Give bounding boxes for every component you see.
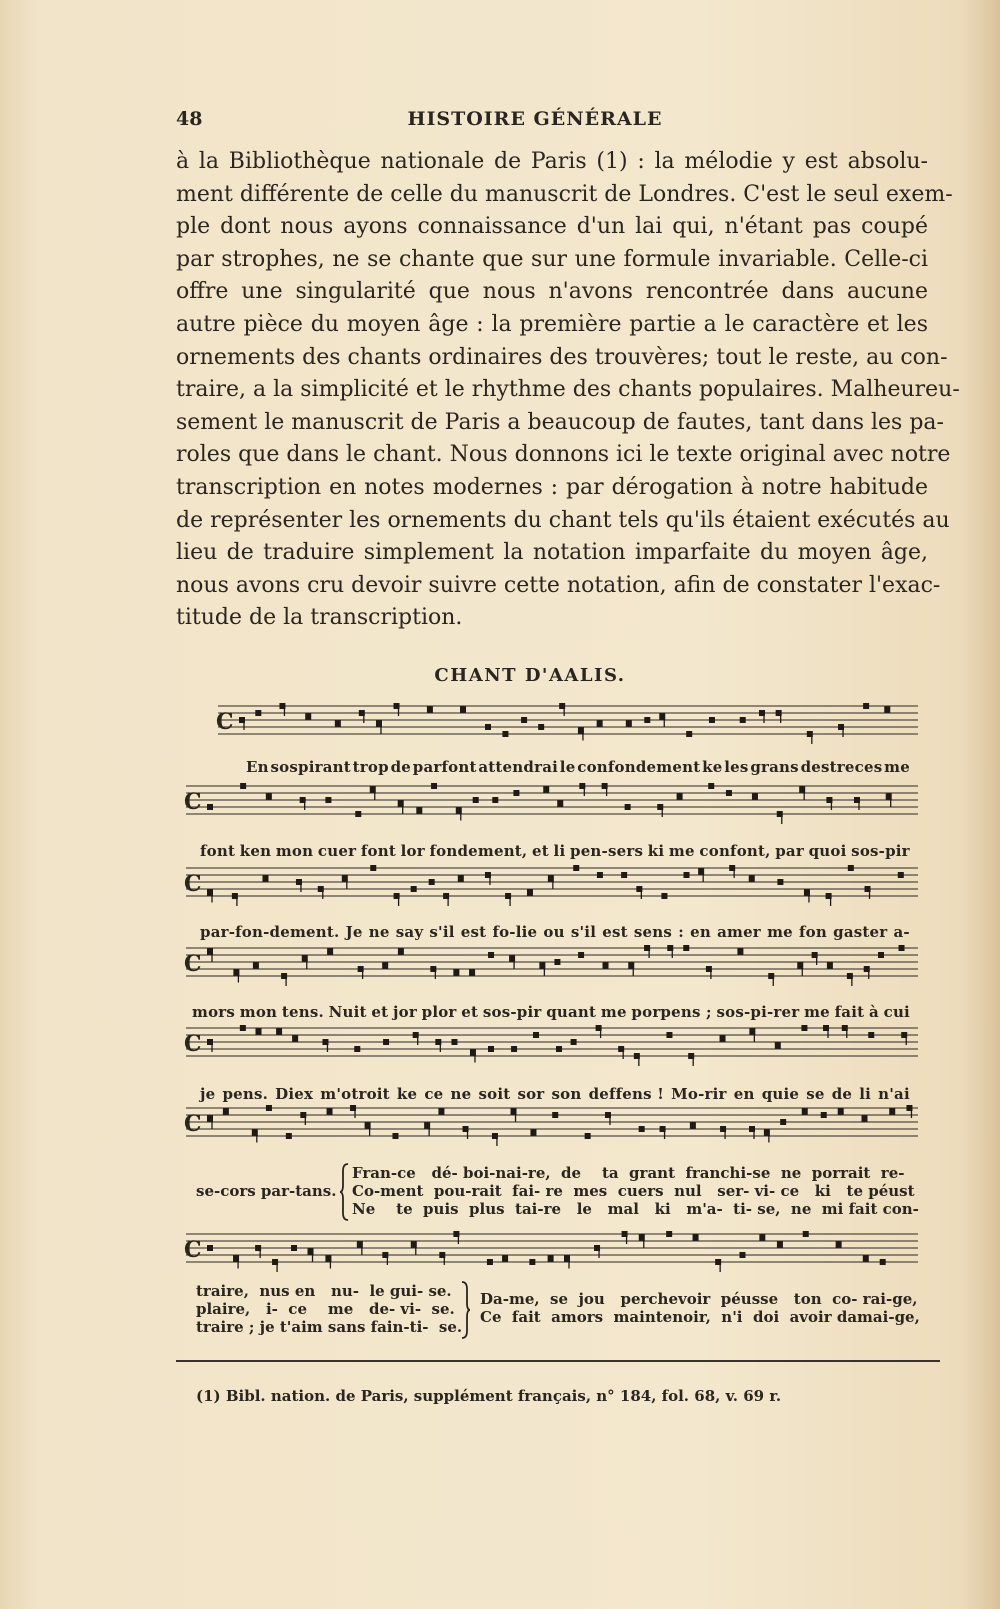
lyric-syllable: s'il (570, 923, 597, 941)
note-mark (370, 865, 376, 871)
text-line: traire, a la simplicité et le rhythme des chants populaires. Malheureu- (176, 377, 960, 403)
note-mark (684, 872, 690, 878)
note-mark (286, 1133, 292, 1139)
lyric-syllable: sos-pir (851, 842, 910, 860)
lyric-syllable: cuer (317, 842, 357, 860)
lyric-syllable: quant (546, 1003, 597, 1021)
text-line: titude de la transcription. (176, 605, 463, 631)
running-title: HISTOIRE GÉNÉRALE (407, 108, 663, 130)
note-mark (863, 703, 869, 709)
lyric-syllable: li (553, 842, 566, 860)
note-mark (488, 1046, 494, 1052)
lyric-syllable: mors (192, 1003, 236, 1021)
note-mark (597, 721, 603, 727)
note-mark (460, 707, 466, 713)
clef-icon: C (184, 1237, 202, 1263)
note-mark (898, 872, 904, 878)
note-mark (451, 1039, 457, 1045)
text-line: ornements des chants ordinaires des trouvères; tout le reste, au con- (176, 344, 948, 370)
clef-icon: C (184, 789, 202, 815)
lyric-syllable: par-fon-dement. (200, 923, 340, 941)
lyric-syllable: fondement, (429, 842, 528, 860)
note-mark (488, 952, 494, 958)
text-line: offre une singularité que nous n'avons rencontrée dans aucune (176, 279, 928, 305)
lyric-syllable: se (806, 1085, 825, 1103)
note-mark (529, 1259, 535, 1265)
note-mark (354, 1046, 360, 1052)
verse-line: traire ; je t'aim sans fain-ti- se. (196, 1318, 463, 1336)
verse-line: Ne te puis plus tai-re le mal ki m'a- ti- se, ne mi fait con- (352, 1200, 919, 1218)
note-mark (438, 1109, 444, 1115)
music-staff (0, 780, 1000, 820)
note-mark (473, 797, 479, 803)
text-line: sement le manuscrit de Paris a beaucoup de fautes, tant dans les pa- (176, 409, 944, 435)
note-mark (603, 963, 609, 969)
note-mark (683, 945, 689, 951)
lyric-syllable: est (602, 923, 628, 941)
lyric-syllable: say (395, 923, 424, 941)
clef-icon: C (184, 951, 202, 977)
note-mark (740, 717, 746, 723)
lyric-syllable: ken (239, 842, 272, 860)
lyric-syllable: n'ai (878, 1085, 910, 1103)
lyric-syllable: et (461, 1003, 479, 1021)
lyric-syllable: les (724, 758, 749, 776)
note-mark (690, 1123, 696, 1129)
text-line: ple dont nous ayons connaissance d'un lai qui, n'étant pas coupé (176, 214, 928, 240)
note-mark (677, 794, 683, 800)
brace-mark (460, 1281, 470, 1339)
lyric-syllable: ki (647, 842, 665, 860)
note-mark (780, 1119, 786, 1125)
lyric-syllable: m'otroit (320, 1085, 390, 1103)
footnote-rule (176, 1360, 940, 1362)
lyric-syllable: sens (633, 923, 673, 941)
note-mark (737, 949, 743, 955)
note-mark (255, 710, 261, 716)
lyric-syllable: porpens ; (631, 1003, 712, 1021)
note-mark (383, 1039, 389, 1045)
note-mark (431, 783, 437, 789)
chant-title: CHANT D'AALIS. (434, 665, 626, 686)
note-mark (355, 811, 361, 817)
note-mark (709, 717, 715, 723)
note-mark (749, 876, 755, 882)
lyric-syllable: fait (834, 1003, 865, 1021)
note-mark (644, 717, 650, 723)
text-line: de représenter les ornements du chant tels qu'ils étaient exécutés au (176, 507, 950, 533)
lyric-syllable: me (767, 923, 793, 941)
lyric-syllable: le (559, 758, 576, 776)
lyric-line (192, 1003, 910, 1021)
note-mark (821, 1112, 827, 1118)
note-mark (752, 794, 758, 800)
lyric-syllable: Mo-rir (671, 1085, 727, 1103)
note-mark (266, 794, 272, 800)
note-mark (836, 1242, 842, 1248)
lyric-syllable: de (831, 1085, 853, 1103)
note-mark (827, 963, 833, 969)
lyric-syllable: de (390, 758, 411, 776)
clef-icon: C (216, 709, 234, 735)
note-mark (207, 1245, 213, 1251)
lyric-syllable: sos-pir (482, 1003, 542, 1021)
note-mark (543, 787, 549, 793)
lyric-line (200, 842, 910, 860)
note-mark (469, 970, 475, 976)
text-line: autre pièce du moyen âge : la première partie a le caractère et les (176, 311, 928, 337)
lyric-syllable: gaster (833, 923, 888, 941)
lyric-syllable: font (360, 842, 396, 860)
lyric-syllable: est (460, 923, 487, 941)
note-mark (726, 790, 732, 796)
lyric-syllable: mon (239, 1003, 278, 1021)
note-mark (530, 1130, 536, 1136)
clef-icon: C (184, 1111, 202, 1137)
lyric-syllable: tens. (281, 1003, 324, 1021)
lyric-syllable: me (804, 1003, 830, 1021)
note-mark (621, 872, 627, 878)
note-mark (429, 879, 435, 885)
lyric-syllable: plor (421, 1003, 457, 1021)
lyric-syllable: a- (893, 923, 910, 941)
lyric-syllable: jor (392, 1003, 417, 1021)
page-number: 48 (176, 108, 203, 130)
lyric-syllable: fo-lie (492, 923, 538, 941)
lyric-syllable: trop (352, 758, 389, 776)
lyric-syllable: quie (761, 1085, 800, 1103)
note-mark (708, 783, 714, 789)
verse-brace (340, 1163, 350, 1225)
note-mark (775, 1043, 781, 1049)
text-line: ment différente de celle du manuscrit de Londres. C'est le seul exem- (176, 181, 953, 207)
note-mark (639, 1126, 645, 1132)
note-mark (880, 1259, 886, 1265)
note-mark (411, 886, 417, 892)
note-mark (889, 1109, 895, 1115)
lyric-syllable: ke (702, 758, 723, 776)
lyric-syllable: Je (345, 923, 363, 941)
lyric-syllable: en (690, 923, 711, 941)
note-mark (291, 1245, 297, 1251)
note-mark (554, 959, 560, 965)
lyric-syllable: Nuit (328, 1003, 367, 1021)
lyric-syllable: cui (883, 1003, 910, 1021)
note-mark (255, 1029, 261, 1035)
lyric-syllable: je (200, 1085, 216, 1103)
lyric-syllable: confondement (577, 758, 701, 776)
note-mark (207, 804, 213, 810)
lyric-syllable: sor (517, 1085, 545, 1103)
lyric-syllable: quoi (808, 842, 847, 860)
note-mark (868, 1032, 874, 1038)
lyric-syllable: pens. (222, 1085, 269, 1103)
note-mark (720, 1036, 726, 1042)
verse-line: Ce fait amors maintenoir, n'i doi avoir damai-ge, (480, 1308, 920, 1326)
lyric-syllable: ne (450, 1085, 472, 1103)
note-mark (573, 865, 579, 871)
note-mark (502, 1256, 508, 1262)
lyric-syllable: ke (396, 1085, 418, 1103)
text-line: roles que dans le chant. Nous donnons ici le texte original avec notre (176, 442, 951, 468)
verse-line: Da-me, se jou perchevoir péusse ton co- rai-ge, (480, 1290, 918, 1308)
brace-mark (340, 1163, 350, 1221)
verse-line: plaire, i- ce me de- vi- se. (196, 1300, 455, 1318)
note-mark (878, 952, 884, 958)
note-mark (485, 724, 491, 730)
note-mark (502, 731, 508, 737)
note-mark (597, 872, 603, 878)
note-mark (801, 1025, 807, 1031)
note-mark (327, 949, 333, 955)
lyric-syllable: grans (750, 758, 799, 776)
lyric-syllable: me (600, 1003, 627, 1021)
note-mark (661, 893, 667, 899)
note-mark (556, 1046, 562, 1052)
note-mark (557, 801, 563, 807)
lyric-syllable: mon (275, 842, 314, 860)
note-mark (861, 1116, 867, 1122)
lyric-syllable: attendrai (478, 758, 559, 776)
lyric-syllable: soit (478, 1085, 511, 1103)
note-mark (487, 1259, 493, 1265)
lyric-syllable: font (200, 842, 236, 860)
lyric-syllable: pen-sers (570, 842, 644, 860)
note-mark (327, 1109, 333, 1115)
lyric-syllable: ou (543, 923, 565, 941)
music-staff (0, 1102, 1000, 1142)
lyric-line (200, 1085, 910, 1103)
music-staff (0, 942, 1000, 982)
note-mark (578, 952, 584, 958)
lyric-syllable: : (678, 923, 684, 941)
note-mark (538, 724, 544, 730)
lyric-syllable: amer (717, 923, 761, 941)
lyric-syllable: Diex (275, 1085, 314, 1103)
lyric-syllable: s'il (429, 923, 455, 941)
note-mark (552, 1112, 558, 1118)
text-line: lieu de traduire simplement la notation imparfaite du moyen âge, (176, 540, 928, 566)
lyric-syllable: me (884, 758, 910, 776)
note-mark (240, 783, 246, 789)
note-mark (398, 949, 404, 955)
note-mark (253, 963, 259, 969)
note-mark (625, 804, 631, 810)
lyric-syllable: par (775, 842, 804, 860)
note-mark (626, 721, 632, 727)
text-line: transcription en notes modernes : par dérogation à notre habitude (176, 474, 928, 500)
verse-line: traire, nus en nu- le gui- se. (196, 1282, 452, 1300)
lyric-line (246, 758, 910, 776)
note-mark (511, 1046, 517, 1052)
music-staff (0, 862, 1000, 902)
lyric-syllable: son (551, 1085, 582, 1103)
note-mark (848, 865, 854, 871)
body-text (176, 146, 960, 635)
note-mark (803, 1231, 809, 1237)
lyric-syllable: destreces (800, 758, 883, 776)
clef-icon: C (184, 1031, 202, 1057)
note-mark (777, 879, 783, 885)
lyric-syllable: sospirant (270, 758, 351, 776)
footnote: (1) Bibl. nation. de Paris, supplément français, n° 184, fol. 68, v. 69 r. (196, 1387, 782, 1405)
note-mark (899, 945, 905, 951)
note-mark (392, 1133, 398, 1139)
lyric-syllable: me (668, 842, 695, 860)
note-mark (548, 1256, 554, 1262)
note-mark (453, 970, 459, 976)
lyric-syllable: ce (424, 1085, 444, 1103)
lyric-left: se-cors par-tans. (196, 1182, 337, 1200)
clef-icon: C (184, 871, 202, 897)
lyric-syllable: et (532, 842, 549, 860)
text-line: à la Bibliothèque nationale de Paris (1) : la mélodie y est absolu- (176, 149, 928, 174)
note-mark (838, 1109, 844, 1115)
note-mark (666, 1231, 672, 1237)
note-mark (686, 731, 692, 737)
verse-brace (460, 1281, 470, 1343)
note-mark (884, 707, 890, 713)
verse-line: Fran-ce dé- boi-nai-re, de ta grant franchi-se ne porrait re- (352, 1164, 905, 1182)
lyric-syllable: parfont (412, 758, 477, 776)
note-mark (492, 797, 498, 803)
lyric-syllable: à (868, 1003, 879, 1021)
note-mark (802, 1109, 808, 1115)
note-mark (458, 876, 464, 882)
note-mark (325, 797, 331, 803)
note-mark (571, 1039, 577, 1045)
text-line: nous avons cru devoir suivre cette notation, afin de constater l'exac- (176, 572, 941, 598)
text-line: par strophes, ne se chante que sur une formule invariable. Celle-ci (176, 246, 928, 272)
lyric-syllable: En (246, 758, 269, 776)
note-mark (223, 1109, 229, 1115)
note-mark (739, 1252, 745, 1258)
music-staff (0, 700, 1000, 740)
note-mark (416, 808, 422, 814)
note-mark (533, 1032, 539, 1038)
note-mark (266, 1105, 272, 1111)
note-mark (693, 1235, 699, 1241)
note-mark (527, 890, 533, 896)
lyric-syllable: en (733, 1085, 755, 1103)
note-mark (427, 707, 433, 713)
music-staff (0, 1022, 1000, 1062)
note-mark (666, 1032, 672, 1038)
note-mark (335, 721, 341, 727)
note-mark (292, 1036, 298, 1042)
note-mark (276, 1029, 282, 1035)
note-mark (863, 1256, 869, 1262)
lyric-syllable: lor (400, 842, 425, 860)
note-mark (759, 1235, 765, 1241)
note-mark (585, 1133, 591, 1139)
note-mark (240, 1025, 246, 1031)
lyric-syllable: ne (368, 923, 390, 941)
note-mark (513, 790, 519, 796)
music-staff (0, 1228, 1000, 1268)
lyric-syllable: deffens ! (588, 1085, 665, 1103)
verse-line: Co-ment pou-rait fai- re mes cuers nul ser- vi- ce ki te péust (352, 1182, 915, 1200)
note-mark (262, 876, 268, 882)
note-mark (521, 717, 527, 723)
lyric-syllable: fon (799, 923, 827, 941)
lyric-syllable: li (859, 1085, 872, 1103)
lyric-line (200, 923, 910, 941)
note-mark (305, 714, 311, 720)
lyric-syllable: et (371, 1003, 389, 1021)
note-mark (382, 963, 388, 969)
note-mark (777, 1242, 783, 1248)
lyric-syllable: sos-pi-rer (716, 1003, 800, 1021)
lyric-syllable: confont, (699, 842, 771, 860)
